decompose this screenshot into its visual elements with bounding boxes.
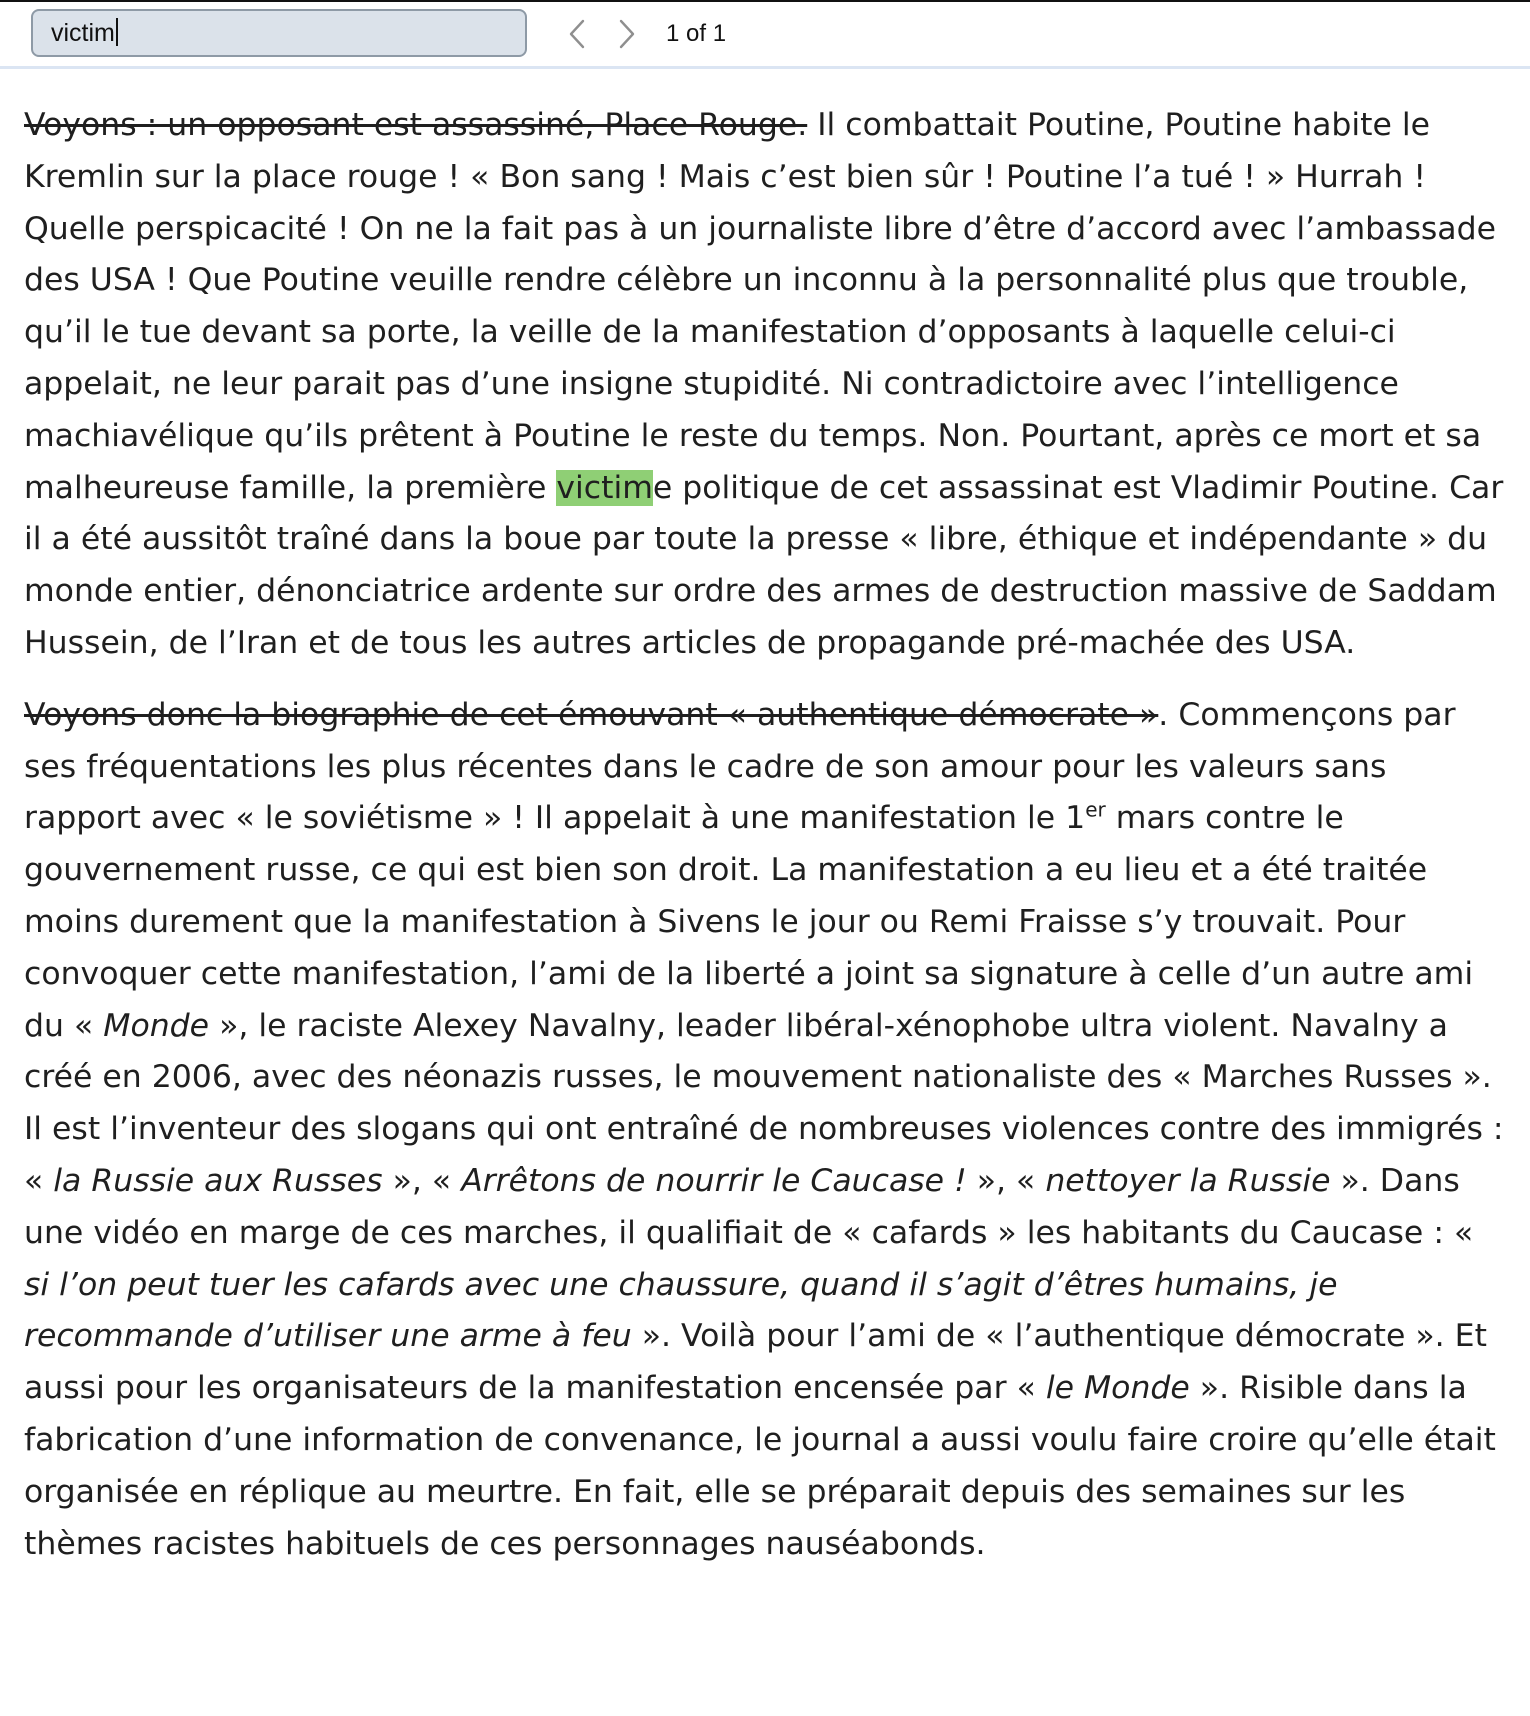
chevron-right-icon <box>608 16 644 52</box>
next-match-button[interactable] <box>608 16 644 52</box>
italic-text: nettoyer la Russie <box>1045 1162 1331 1199</box>
paragraph-text: », le raciste Alexey Navalny, leader libéral-xénophobe ultra violent. Navalny a créé en 2006, avec des néonazis russes, le mouvement nationaliste des « Marches Russes ». Il est l’inventeur des slogans qui ont entraîné de nombreuses violences contre des immigrés : « <box>24 1007 1504 1199</box>
paragraph-text: ». Voilà pour l’ami de « l’authentique démocrate ». Et aussi pour les organisateurs de la manifestation encensée par « <box>24 1318 1487 1407</box>
struck-text: Voyons donc la biographie de cet émouvant « authentique démocrate » <box>24 696 1159 733</box>
paragraph-text: ». Risible dans la fabrication d’une information de convenance, le journal a aussi voulu faire croire qu’elle était organisée en réplique au meurtre. En fait, elle se préparait depuis des semaines sur les thèmes racistes habituels de ces personnages nauséabonds. <box>24 1370 1496 1562</box>
italic-text: si l’on peut tuer les cafards avec une chaussure, quand il s’agit d’êtres humains, je recommande d’utiliser une arme à feu <box>24 1266 1338 1355</box>
paragraph-text: mars contre le gouvernement russe, ce qui est bien son droit. La manifestation a eu lieu et a été traitée moins durement que la manifestation à Sivens le jour ou Remi Fraisse s’y trouvait. Pour convoquer cette manifestation, l’ami de la liberté a joint sa signature à celle d’un autre ami du « <box>24 800 1474 1044</box>
superscript: er <box>1085 797 1106 822</box>
paragraph-text: », « <box>966 1162 1046 1199</box>
struck-text: Voyons : un opposant est assassiné, Place Rouge. <box>24 107 808 143</box>
paragraph-1 <box>24 100 1504 670</box>
match-counter: 1 of 1 <box>666 20 727 47</box>
paragraph-text: e politique de cet assassinat est Vladimir Poutine. Car il a été aussitôt traîné dans la boue par toute la presse « libre, éthique et indépendante » du monde entier, dénonciatrice ardente sur ordre des armes de destruction massive de Saddam Hussein, de l’Iran et de tous les autres articles de propagande pré-machée des USA. <box>24 469 1504 661</box>
italic-text: Monde <box>103 1007 210 1044</box>
italic-text: Arrêtons de nourrir le Caucase ! <box>461 1162 967 1199</box>
text-caret <box>116 18 118 46</box>
chevron-left-icon <box>560 16 596 52</box>
previous-match-button[interactable] <box>560 16 596 52</box>
paragraph-text: . Commençons par ses fréquentations les plus récentes dans le cadre de son amour pour les valeurs sans rapport avec « le soviétisme » ! Il appelait à une manifestation le 1 <box>24 696 1456 837</box>
find-input[interactable] <box>31 9 527 57</box>
find-query-text: victim <box>51 19 115 47</box>
search-match-highlight: victim <box>556 469 653 506</box>
italic-text: le Monde <box>1045 1370 1190 1407</box>
paragraph-text: Il combattait Poutine, Poutine habite le Kremlin sur la place rouge ! « Bon sang ! Mais c’est bien sûr ! Poutine l’a tué ! » Hurrah ! Quelle perspicacité ! On ne la fait pas à un journaliste libre d’être d’accord avec l’ambassade des USA ! Que Poutine veuille rendre célèbre un inconnu à la personnalité plus que trouble, qu’il le tue devant sa porte, la veille de la manifestation d’opposants à laquelle celui-ci appelait, ne leur parait pas d’une insigne stupidité. Ni contradictoire avec l’intelligence machiavélique qu’ils prêtent à Poutine le reste du temps. Non. Pourtant, après ce mort et sa malheureuse famille, la première <box>24 107 1496 506</box>
paragraph-2 <box>24 690 1504 1571</box>
document-body <box>24 100 1504 1570</box>
paragraph-text: ». Dans une vidéo en marge de ces marches, il qualifiait de « cafards » les habitants du Caucase : « <box>24 1162 1474 1251</box>
italic-text: la Russie aux Russes <box>53 1162 383 1199</box>
find-bar <box>0 2 1530 69</box>
paragraph-text: », « <box>382 1162 462 1199</box>
